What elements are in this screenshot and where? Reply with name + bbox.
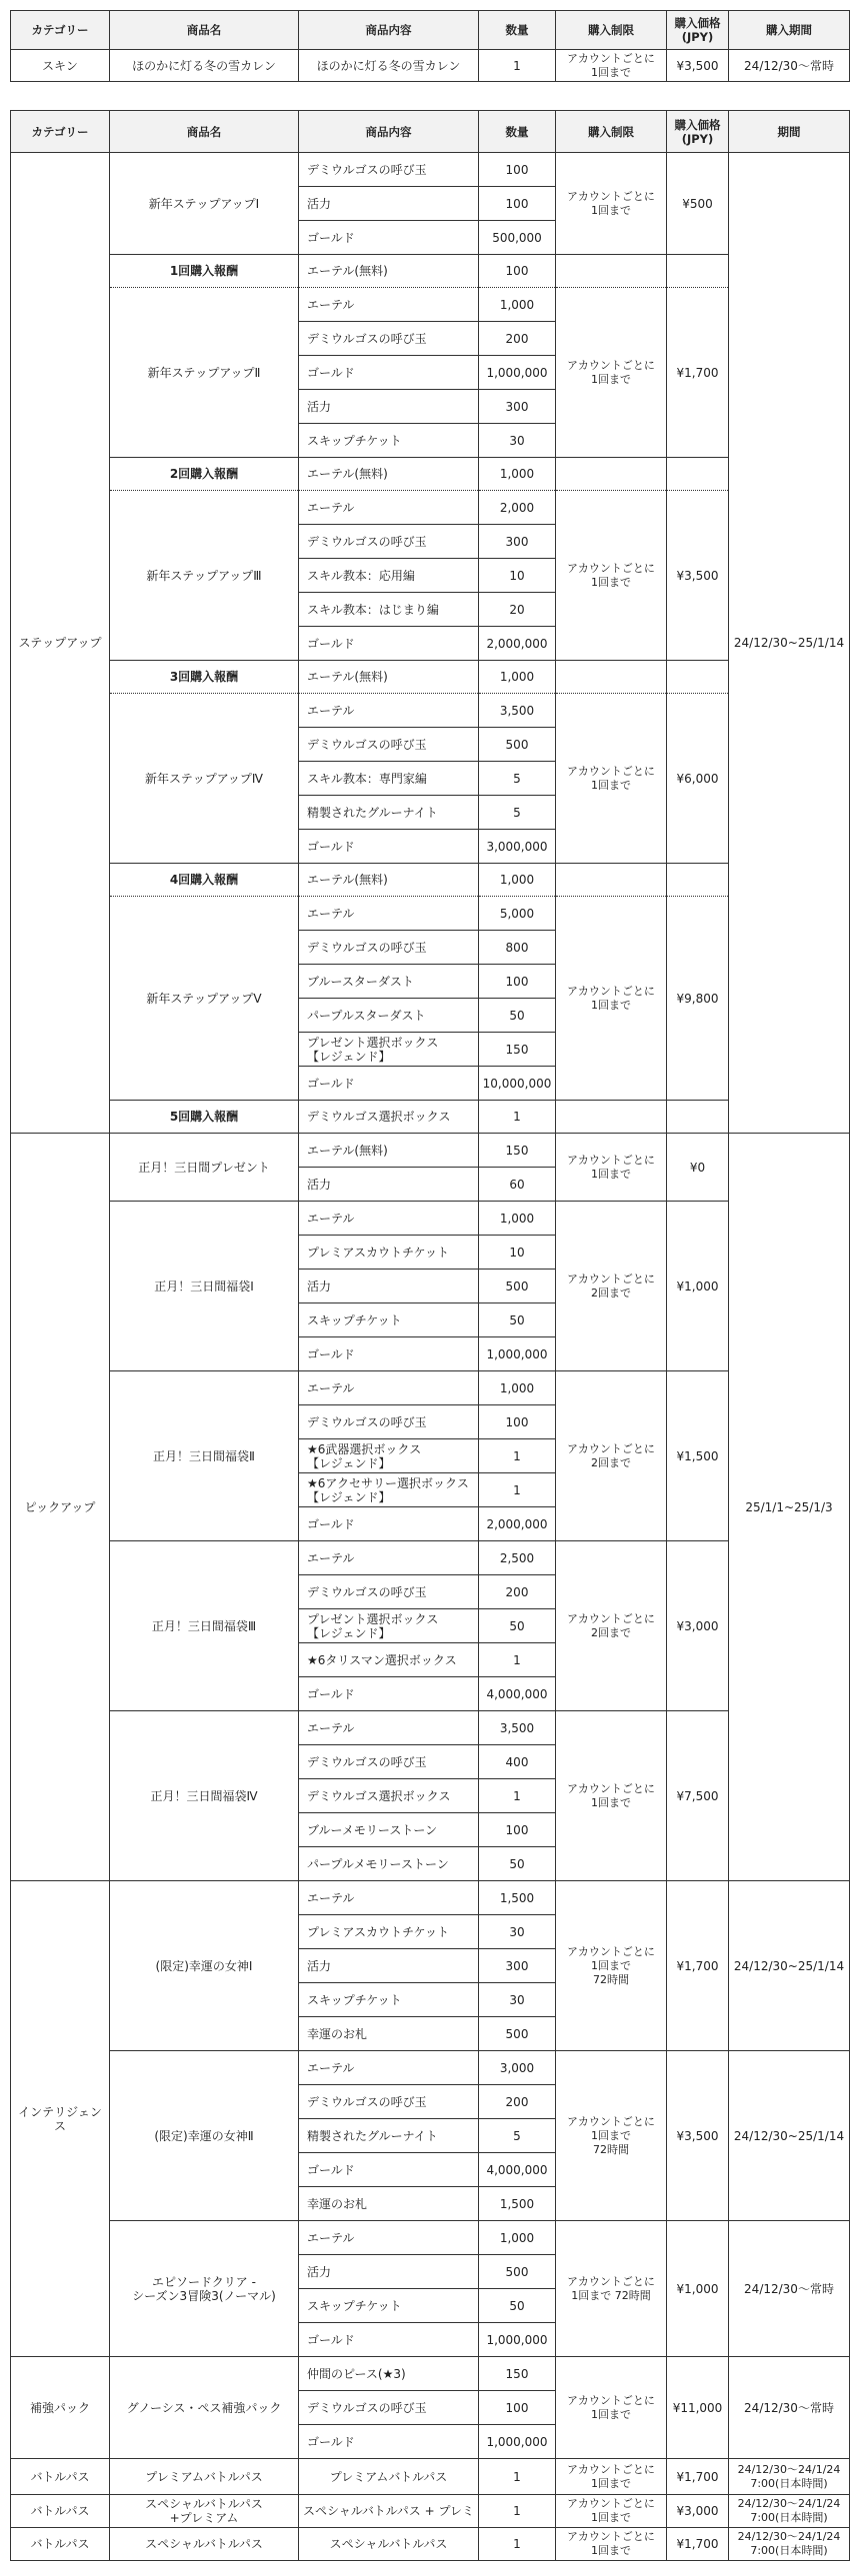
item-qty: 1,000: [479, 1202, 556, 1236]
price-cell: ¥0: [667, 1134, 729, 1202]
reward-qty: 100: [479, 255, 556, 288]
reward-qty: 1: [479, 1101, 556, 1134]
table-row: [11, 694, 850, 728]
item-name: ゴールド: [299, 1067, 479, 1101]
pack-name: エピソードクリア - シーズン3冒険3(ノーマル): [110, 2221, 299, 2357]
price-cell: ¥1,700: [667, 2459, 729, 2495]
pack-name: 正月！三日間福袋Ⅰ: [110, 1202, 299, 1371]
limit-cell: アカウントごとに 1回まで: [556, 1134, 667, 1202]
pack-name: プレミアムバトルパス: [110, 2459, 299, 2495]
table-row: [11, 897, 850, 931]
table-row: [11, 1134, 850, 1168]
reward-label: 2回購入報酬: [110, 458, 299, 491]
header-name: 商品名: [110, 11, 299, 50]
item-name: ゴールド: [299, 2323, 479, 2357]
item-qty: 100: [479, 2391, 556, 2425]
empty-cell: [556, 1101, 667, 1134]
empty-cell: [556, 255, 667, 288]
header-content: 商品内容: [299, 111, 479, 153]
period-cell: 24/12/30～24/1/24 7:00(日本時間): [729, 2495, 850, 2528]
item-name: ブルースターダスト: [299, 965, 479, 999]
item-qty: 200: [479, 2085, 556, 2119]
table-row: [11, 1101, 850, 1134]
item-name: パープルスターダスト: [299, 999, 479, 1033]
item-qty: 50: [479, 1847, 556, 1881]
item-qty: 50: [479, 999, 556, 1033]
item-qty: 400: [479, 1745, 556, 1779]
category-cell: バトルパス: [11, 2459, 110, 2495]
item-qty: 1,000: [479, 2221, 556, 2255]
reward-item: エーテル(無料): [299, 255, 479, 288]
item-name: エーテル: [299, 2051, 479, 2085]
empty-cell: [667, 1101, 729, 1134]
item-qty: 3,000,000: [479, 830, 556, 864]
item-qty: 1: [479, 1779, 556, 1813]
item-qty: 1,000,000: [479, 2323, 556, 2357]
price-cell: ¥9,800: [667, 897, 729, 1101]
item-qty: 1,000: [479, 1371, 556, 1405]
item-name: 活力: [299, 1949, 479, 1983]
item-name: ゴールド: [299, 1507, 479, 1541]
item-name: ゴールド: [299, 627, 479, 661]
item-qty: 4,000,000: [479, 2153, 556, 2187]
item-qty: 500: [479, 2017, 556, 2051]
item-qty: 1: [479, 2528, 556, 2561]
item-name: エーテル: [299, 2221, 479, 2255]
item-name: エーテル(無料): [299, 1134, 479, 1168]
price-cell: ¥500: [667, 153, 729, 255]
price-cell: ¥1,000: [667, 1202, 729, 1371]
item-qty: 200: [479, 1575, 556, 1609]
item-qty: 150: [479, 1134, 556, 1168]
pack-name: 正月！三日間福袋Ⅳ: [110, 1711, 299, 1881]
item-name: 活力: [299, 187, 479, 221]
period-cell: 24/12/30~25/1/14: [729, 153, 850, 1134]
item-qty: 100: [479, 965, 556, 999]
header-limit: 購入制限: [556, 11, 667, 50]
pack-name: 新年ステップアップⅢ: [110, 491, 299, 661]
item-name: プレミアムバトルパス: [299, 2459, 479, 2495]
reward-item: デミウルゴス選択ボックス: [299, 1101, 479, 1134]
item-name: ゴールド: [299, 2425, 479, 2459]
price-cell: ¥1,500: [667, 1371, 729, 1541]
item-qty: 3,000: [479, 2051, 556, 2085]
price-cell: ¥1,700: [667, 2528, 729, 2561]
period-cell: 24/12/30～常時: [729, 2357, 850, 2459]
limit-cell: アカウントごとに 1回まで: [556, 2495, 667, 2528]
item-name: エーテル: [299, 288, 479, 322]
price-cell: ¥1,700: [667, 288, 729, 458]
header-limit: 購入制限: [556, 111, 667, 153]
limit-cell: アカウントごとに 1回まで 72時間: [556, 1881, 667, 2051]
category-cell: バトルパス: [11, 2528, 110, 2561]
period-cell: 24/12/30~25/1/14: [729, 1881, 850, 2051]
price-cell: ¥7,500: [667, 1711, 729, 1881]
limit-cell: アカウントごとに 1回まで: [556, 288, 667, 458]
item-qty: 100: [479, 1405, 556, 1439]
header-price: 購入価格 (JPY): [667, 111, 729, 153]
item-qty: 150: [479, 2357, 556, 2391]
row-period: 24/12/30～常時: [729, 50, 850, 82]
item-qty: 1,000,000: [479, 2425, 556, 2459]
pack-name: (限定)幸運の女神Ⅰ: [110, 1881, 299, 2051]
row-category: スキン: [11, 50, 110, 82]
item-qty: 10: [479, 1236, 556, 1270]
item-name: スキル教本：専門家編: [299, 762, 479, 796]
item-name: デミウルゴスの呼び玉: [299, 1745, 479, 1779]
pack-name: 正月！三日間プレゼント: [110, 1134, 299, 1202]
item-qty: 1,000,000: [479, 1337, 556, 1371]
item-name: 活力: [299, 1270, 479, 1303]
item-qty: 10,000,000: [479, 1067, 556, 1101]
pack-name: 正月！三日間福袋Ⅱ: [110, 1371, 299, 1541]
table-row: [11, 2459, 850, 2495]
item-qty: 100: [479, 187, 556, 221]
table-row: [11, 1541, 850, 1575]
item-name: 精製されたグルーナイト: [299, 796, 479, 830]
limit-cell: アカウントごとに 1回まで: [556, 2459, 667, 2495]
table-row: [11, 255, 850, 288]
item-name: デミウルゴスの呼び玉: [299, 153, 479, 187]
item-qty: 300: [479, 1949, 556, 1983]
reward-label: 3回購入報酬: [110, 661, 299, 694]
item-name: 仲間のピース(★3): [299, 2357, 479, 2391]
price-cell: ¥1,000: [667, 2221, 729, 2357]
item-name: デミウルゴスの呼び玉: [299, 2391, 479, 2425]
item-qty: 1: [479, 1439, 556, 1473]
item-name: ゴールド: [299, 356, 479, 390]
item-qty: 2,000,000: [479, 627, 556, 661]
row-name: ほのかに灯る冬の雪カレン: [110, 50, 299, 82]
pack-name: グノーシス・ペス補強パック: [110, 2357, 299, 2459]
reward-label: 1回購入報酬: [110, 255, 299, 288]
limit-cell: アカウントごとに 1回まで: [556, 694, 667, 864]
item-qty: 4,000,000: [479, 1677, 556, 1711]
item-qty: 20: [479, 593, 556, 627]
header-period: 期間: [729, 111, 850, 153]
header-category: カテゴリー: [11, 111, 110, 153]
empty-cell: [556, 864, 667, 897]
price-cell: ¥3,500: [667, 491, 729, 661]
empty-cell: [667, 458, 729, 491]
empty-cell: [667, 255, 729, 288]
item-name: スキップチケット: [299, 1983, 479, 2017]
table-row: [11, 2528, 850, 2561]
table-row: [11, 2495, 850, 2528]
category-cell: インテリジェンス: [11, 1881, 110, 2357]
item-qty: 100: [479, 1813, 556, 1847]
item-name: 活力: [299, 1168, 479, 1202]
row-content: ほのかに灯る冬の雪カレン: [299, 50, 479, 82]
limit-cell: アカウントごとに 1回まで 72時間: [556, 2051, 667, 2221]
table-row: [11, 153, 850, 187]
limit-cell: アカウントごとに 1回まで 72時間: [556, 2221, 667, 2357]
empty-cell: [556, 458, 667, 491]
item-qty: 300: [479, 390, 556, 424]
table-row: [11, 1371, 850, 1405]
item-name: プレミアスカウトチケット: [299, 1236, 479, 1270]
item-name: スキル教本：はじまり編: [299, 593, 479, 627]
item-name: デミウルゴスの呼び玉: [299, 728, 479, 762]
category-cell: ステップアップ: [11, 153, 110, 1134]
item-qty: 2,500: [479, 1541, 556, 1575]
item-qty: 1: [479, 1473, 556, 1507]
item-qty: 100: [479, 153, 556, 187]
item-qty: 1: [479, 2495, 556, 2528]
item-qty: 1: [479, 1643, 556, 1677]
item-name: エーテル: [299, 1881, 479, 1915]
item-name: 幸運のお札: [299, 2187, 479, 2221]
item-qty: 10: [479, 559, 556, 593]
item-name: スキップチケット: [299, 424, 479, 458]
skin-table: [10, 10, 850, 82]
item-name: プレミアスカウトチケット: [299, 1915, 479, 1949]
header-qty: 数量: [479, 111, 556, 153]
item-qty: 3,500: [479, 1711, 556, 1745]
reward-label: 4回購入報酬: [110, 864, 299, 897]
reward-qty: 1,000: [479, 661, 556, 694]
item-name: エーテル: [299, 897, 479, 931]
item-name: 活力: [299, 390, 479, 424]
table-body: [11, 153, 850, 2561]
pack-name: スペシャルバトルパス: [110, 2528, 299, 2561]
table-row: [11, 661, 850, 694]
reward-qty: 1,000: [479, 864, 556, 897]
limit-cell: アカウントごとに 1回まで: [556, 1711, 667, 1881]
pack-name: 新年ステップアップⅣ: [110, 694, 299, 864]
item-qty: 30: [479, 424, 556, 458]
price-cell: ¥6,000: [667, 694, 729, 864]
item-qty: 30: [479, 1915, 556, 1949]
item-qty: 50: [479, 2289, 556, 2323]
item-qty: 2,000,000: [479, 1507, 556, 1541]
price-cell: ¥3,000: [667, 1541, 729, 1711]
price-cell: ¥3,000: [667, 2495, 729, 2528]
pack-name: 新年ステップアップⅠ: [110, 153, 299, 255]
item-qty: 150: [479, 1033, 556, 1067]
price-cell: ¥11,000: [667, 2357, 729, 2459]
table-row: [11, 864, 850, 897]
table-row: [11, 2357, 850, 2391]
item-qty: 300: [479, 525, 556, 559]
item-qty: 5,000: [479, 897, 556, 931]
item-qty: 1: [479, 2459, 556, 2495]
period-cell: 24/12/30～24/1/24 7:00(日本時間): [729, 2528, 850, 2561]
row-price: ¥3,500: [667, 50, 729, 82]
item-name: デミウルゴスの呼び玉: [299, 2085, 479, 2119]
empty-cell: [667, 661, 729, 694]
item-qty: 1,500: [479, 1881, 556, 1915]
item-name: 活力: [299, 2255, 479, 2289]
header-period: 購入期間: [729, 11, 850, 50]
item-name: プレゼント選択ボックス 【レジェンド】: [299, 1609, 479, 1643]
item-qty: 5: [479, 2119, 556, 2153]
limit-cell: アカウントごとに 2回まで: [556, 1202, 667, 1371]
row-limit: アカウントごとに 1回まで: [556, 50, 667, 82]
table-row: [11, 288, 850, 322]
item-name: スキル教本：応用編: [299, 559, 479, 593]
item-name: スペシャルバトルパス: [299, 2528, 479, 2561]
reward-label: 5回購入報酬: [110, 1101, 299, 1134]
item-name: エーテル: [299, 1711, 479, 1745]
table-row: [11, 50, 850, 82]
reward-item: エーテル(無料): [299, 661, 479, 694]
period-cell: 24/12/30~25/1/14: [729, 2051, 850, 2221]
header-category: カテゴリー: [11, 11, 110, 50]
item-name: ★6アクセサリー選択ボックス 【レジェンド】: [299, 1473, 479, 1507]
empty-cell: [667, 864, 729, 897]
table-row: [11, 458, 850, 491]
item-name: エーテル: [299, 1202, 479, 1236]
item-name: ★6武器選択ボックス 【レジェンド】: [299, 1439, 479, 1473]
item-qty: 60: [479, 1168, 556, 1202]
price-cell: ¥3,500: [667, 2051, 729, 2221]
empty-cell: [556, 661, 667, 694]
item-qty: 500: [479, 2255, 556, 2289]
item-name: ゴールド: [299, 1337, 479, 1371]
pack-name: 新年ステップアップⅡ: [110, 288, 299, 458]
limit-cell: アカウントごとに 1回まで: [556, 491, 667, 661]
item-name: ブルーメモリーストーン: [299, 1813, 479, 1847]
item-qty: 30: [479, 1983, 556, 2017]
item-name: 精製されたグルーナイト: [299, 2119, 479, 2153]
item-name: スキップチケット: [299, 1303, 479, 1337]
reward-qty: 1,000: [479, 458, 556, 491]
table-row: [11, 491, 850, 525]
item-name: デミウルゴスの呼び玉: [299, 525, 479, 559]
item-name: デミウルゴスの呼び玉: [299, 322, 479, 356]
header-content: 商品内容: [299, 11, 479, 50]
item-qty: 1,000: [479, 288, 556, 322]
item-qty: 2,000: [479, 491, 556, 525]
item-name: デミウルゴスの呼び玉: [299, 931, 479, 965]
limit-cell: アカウントごとに 2回まで: [556, 1541, 667, 1711]
limit-cell: アカウントごとに 1回まで: [556, 897, 667, 1101]
item-name: ゴールド: [299, 2153, 479, 2187]
item-name: デミウルゴスの呼び玉: [299, 1405, 479, 1439]
limit-cell: アカウントごとに 1回まで: [556, 2528, 667, 2561]
item-qty: 50: [479, 1303, 556, 1337]
row-qty: 1: [479, 50, 556, 82]
item-qty: 5: [479, 762, 556, 796]
header-name: 商品名: [110, 111, 299, 153]
pack-name: 新年ステップアップⅤ: [110, 897, 299, 1101]
item-name: ゴールド: [299, 1677, 479, 1711]
item-name: デミウルゴス選択ボックス: [299, 1779, 479, 1813]
pack-name: 正月！三日間福袋Ⅲ: [110, 1541, 299, 1711]
item-name: スペシャルバトルパス + プレミ: [299, 2495, 479, 2528]
pack-name: スペシャルバトルパス +プレミアム: [110, 2495, 299, 2528]
item-qty: 500: [479, 728, 556, 762]
item-name: スキップチケット: [299, 2289, 479, 2323]
item-name: パープルメモリーストーン: [299, 1847, 479, 1881]
item-qty: 1,000,000: [479, 356, 556, 390]
limit-cell: アカウントごとに 1回まで: [556, 153, 667, 255]
period-cell: 24/12/30～常時: [729, 2221, 850, 2357]
item-qty: 800: [479, 931, 556, 965]
item-qty: 50: [479, 1609, 556, 1643]
period-cell: 25/1/1~25/1/3: [729, 1134, 850, 1881]
category-cell: バトルパス: [11, 2495, 110, 2528]
table-row: [11, 1202, 850, 1236]
item-name: ゴールド: [299, 830, 479, 864]
shop-table: [10, 110, 850, 2561]
item-name: ゴールド: [299, 221, 479, 255]
header-price: 購入価格 (JPY): [667, 11, 729, 50]
header-qty: 数量: [479, 11, 556, 50]
reward-item: エーテル(無料): [299, 864, 479, 897]
item-qty: 500: [479, 1270, 556, 1303]
limit-cell: アカウントごとに 2回まで: [556, 1371, 667, 1541]
item-name: プレゼント選択ボックス 【レジェンド】: [299, 1033, 479, 1067]
pack-name: (限定)幸運の女神Ⅱ: [110, 2051, 299, 2221]
limit-cell: アカウントごとに 1回まで: [556, 2357, 667, 2459]
table-row: [11, 2221, 850, 2255]
item-name: デミウルゴスの呼び玉: [299, 1575, 479, 1609]
category-cell: ピックアップ: [11, 1134, 110, 1881]
table-row: [11, 1711, 850, 1745]
item-qty: 5: [479, 796, 556, 830]
table-row: [11, 1881, 850, 1915]
item-qty: 3,500: [479, 694, 556, 728]
item-name: エーテル: [299, 491, 479, 525]
item-name: エーテル: [299, 1541, 479, 1575]
item-name: ★6タリスマン選択ボックス: [299, 1643, 479, 1677]
table-row: [11, 2051, 850, 2085]
reward-item: エーテル(無料): [299, 458, 479, 491]
item-qty: 200: [479, 322, 556, 356]
item-qty: 500,000: [479, 221, 556, 255]
price-cell: ¥1,700: [667, 1881, 729, 2051]
item-name: エーテル: [299, 1371, 479, 1405]
item-name: 幸運のお札: [299, 2017, 479, 2051]
category-cell: 補強パック: [11, 2357, 110, 2459]
item-qty: 1,500: [479, 2187, 556, 2221]
item-name: エーテル: [299, 694, 479, 728]
period-cell: 24/12/30～24/1/24 7:00(日本時間): [729, 2459, 850, 2495]
